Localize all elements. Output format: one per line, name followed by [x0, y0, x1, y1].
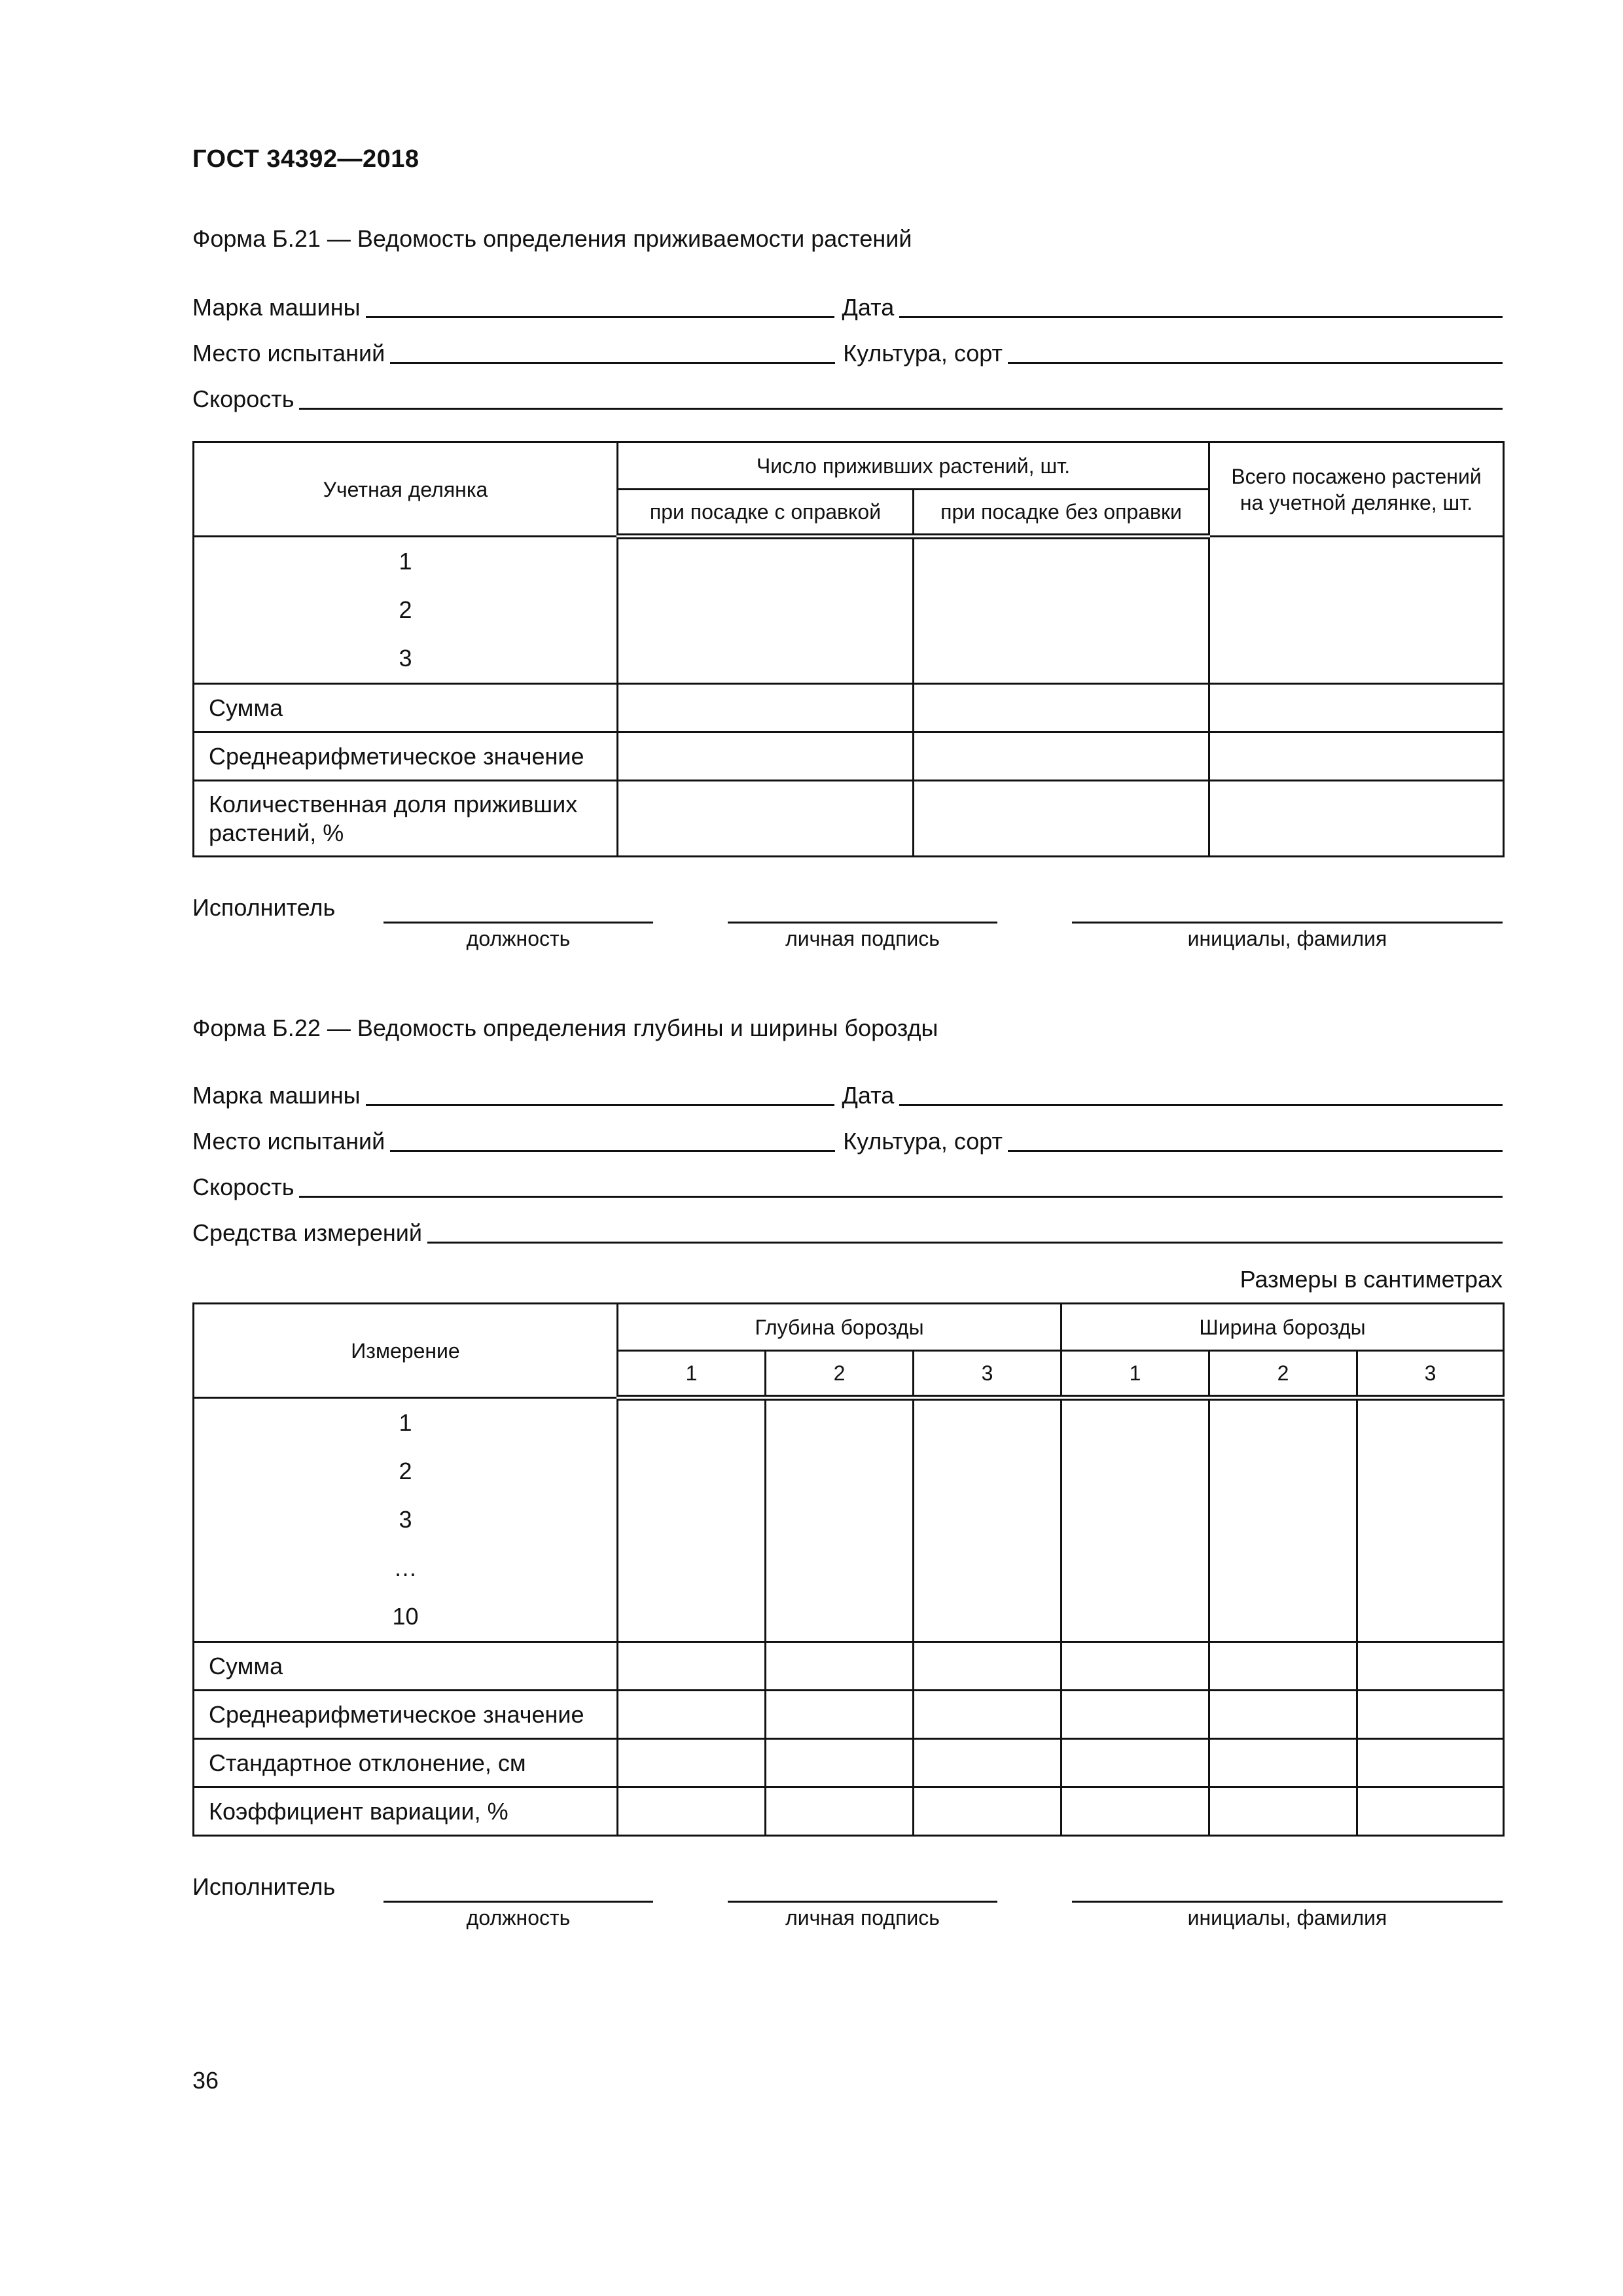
- plot-numbers-cell: [194, 537, 618, 684]
- data-cell[interactable]: [1061, 1642, 1209, 1691]
- culture-label: Культура, сорт: [843, 340, 1003, 367]
- position-line[interactable]: [383, 1901, 653, 1903]
- data-cell[interactable]: [766, 1787, 914, 1836]
- data-cell[interactable]: [1209, 1739, 1357, 1787]
- form-22-row-machine-date: [192, 1076, 1503, 1109]
- culture-field[interactable]: [1008, 1128, 1503, 1152]
- data-cell[interactable]: [914, 732, 1209, 781]
- data-cell[interactable]: [766, 1739, 914, 1787]
- data-cell[interactable]: [1209, 537, 1504, 684]
- form-22-row-instruments: [192, 1213, 1503, 1246]
- subheader-depth-2: 2: [766, 1351, 914, 1398]
- sign-line[interactable]: [728, 1901, 997, 1903]
- name-caption: инициалы, фамилия: [1187, 927, 1387, 950]
- measure-number: 1: [399, 1409, 412, 1436]
- data-cell[interactable]: [914, 684, 1209, 732]
- page-number: 36: [192, 2067, 219, 2094]
- header-total-planted: Всего посажено растений на учетной делянке, шт.: [1209, 442, 1504, 537]
- data-cell[interactable]: [1209, 781, 1504, 857]
- data-cell[interactable]: [618, 684, 914, 732]
- position-caption: должность: [466, 1906, 571, 1929]
- sign-caption: личная подпись: [785, 927, 940, 950]
- data-cell[interactable]: [1209, 684, 1504, 732]
- data-cell[interactable]: [618, 1691, 766, 1739]
- form-21-row-machine-date: [192, 288, 1503, 321]
- name-line[interactable]: [1072, 922, 1503, 924]
- subheader-width-2: 2: [1209, 1351, 1357, 1398]
- header-survived: Число приживших растений, шт.: [618, 442, 1209, 490]
- culture-field[interactable]: [1008, 340, 1503, 364]
- data-cell[interactable]: [1357, 1691, 1504, 1739]
- place-label: Место испытаний: [192, 1128, 385, 1155]
- data-cell[interactable]: [1209, 1398, 1357, 1642]
- data-cell[interactable]: [1357, 1642, 1504, 1691]
- header-width: Ширина борозды: [1061, 1304, 1504, 1351]
- speed-label: Скорость: [192, 386, 294, 412]
- form-21-signature: [192, 894, 1503, 960]
- measure-number: 3: [399, 1506, 412, 1533]
- plot-number: 1: [399, 548, 412, 575]
- name-line[interactable]: [1072, 1901, 1503, 1903]
- data-cell[interactable]: [1061, 1787, 1209, 1836]
- header-measure: Измерение: [194, 1304, 618, 1398]
- data-cell[interactable]: [1209, 1642, 1357, 1691]
- data-cell[interactable]: [914, 537, 1209, 684]
- data-cell[interactable]: [1209, 732, 1504, 781]
- date-label: Дата: [842, 1082, 895, 1109]
- place-label: Место испытаний: [192, 340, 385, 367]
- machine-label: Марка машины: [192, 1082, 361, 1109]
- measure-numbers-cell: [194, 1398, 618, 1642]
- measure-number: 2: [399, 1458, 412, 1484]
- measure-number: 10: [392, 1603, 419, 1630]
- data-cell[interactable]: [618, 781, 914, 857]
- data-cell[interactable]: [1357, 1787, 1504, 1836]
- position-line[interactable]: [383, 922, 653, 924]
- form-22-row-speed: [192, 1168, 1503, 1200]
- executor-label: Исполнитель: [192, 894, 336, 921]
- subheader-depth-1: 1: [618, 1351, 766, 1398]
- data-cell[interactable]: [618, 732, 914, 781]
- place-field[interactable]: [390, 1128, 835, 1152]
- row-std-label: Стандартное отклонение, см: [194, 1739, 618, 1787]
- culture-label: Культура, сорт: [843, 1128, 1003, 1155]
- form-21-title: Форма Б.21 — Ведомость определения приживаемости растений: [192, 225, 912, 252]
- form-22-row-place-culture: [192, 1122, 1503, 1155]
- plot-number: 3: [399, 645, 412, 672]
- data-cell[interactable]: [1061, 1739, 1209, 1787]
- data-cell[interactable]: [1209, 1787, 1357, 1836]
- header-depth: Глубина борозды: [618, 1304, 1061, 1351]
- survival-table: [192, 441, 1505, 857]
- plot-number: 2: [399, 596, 412, 623]
- data-cell[interactable]: [766, 1398, 914, 1642]
- instruments-label: Средства измерений: [192, 1219, 423, 1246]
- date-label: Дата: [842, 294, 895, 321]
- furrow-table: [192, 1302, 1505, 1837]
- data-cell[interactable]: [618, 1739, 766, 1787]
- row-mean-label: Среднеарифметическое значение: [194, 1691, 618, 1739]
- subheader-width-3: 3: [1357, 1351, 1504, 1398]
- machine-label: Марка машины: [192, 294, 361, 321]
- measure-number: …: [393, 1554, 418, 1581]
- machine-field[interactable]: [366, 1082, 834, 1106]
- date-field[interactable]: [899, 294, 1503, 318]
- data-cell[interactable]: [914, 781, 1209, 857]
- data-cell[interactable]: [914, 1787, 1061, 1836]
- form-22-signature: [192, 1873, 1503, 1939]
- subheader-depth-3: 3: [914, 1351, 1061, 1398]
- machine-field[interactable]: [366, 294, 834, 318]
- data-cell[interactable]: [766, 1642, 914, 1691]
- header-without-mandrel: при посадке без оправки: [914, 490, 1209, 537]
- data-cell[interactable]: [618, 1787, 766, 1836]
- form-21-row-speed: [192, 380, 1503, 412]
- header-with-mandrel: при посадке с оправкой: [618, 490, 914, 537]
- instruments-field[interactable]: [427, 1219, 1503, 1244]
- data-cell[interactable]: [1357, 1398, 1504, 1642]
- data-cell[interactable]: [1209, 1691, 1357, 1739]
- executor-label: Исполнитель: [192, 1873, 336, 1900]
- row-cv-label: Коэффициент вариации, %: [194, 1787, 618, 1836]
- data-cell[interactable]: [1357, 1739, 1504, 1787]
- sign-line[interactable]: [728, 922, 997, 924]
- sign-caption: личная подпись: [785, 1906, 940, 1929]
- row-mean-label: Среднеарифметическое значение: [194, 732, 618, 781]
- data-cell[interactable]: [1061, 1691, 1209, 1739]
- form-22-title: Форма Б.22 — Ведомость определения глубины и ширины борозды: [192, 1014, 938, 1041]
- row-share-label: Количественная доля приживших растений, %: [194, 781, 618, 857]
- speed-field[interactable]: [299, 1174, 1503, 1198]
- form-21-row-place-culture: [192, 334, 1503, 367]
- data-cell[interactable]: [914, 1739, 1061, 1787]
- subheader-width-1: 1: [1061, 1351, 1209, 1398]
- position-caption: должность: [466, 927, 571, 950]
- row-sum-label: Сумма: [194, 1642, 618, 1691]
- data-cell[interactable]: [914, 1398, 1061, 1642]
- data-cell[interactable]: [1061, 1398, 1209, 1642]
- data-cell[interactable]: [766, 1691, 914, 1739]
- speed-field[interactable]: [299, 386, 1503, 410]
- speed-label: Скорость: [192, 1174, 294, 1200]
- data-cell[interactable]: [618, 1398, 766, 1642]
- document-header: ГОСТ 34392—2018: [192, 145, 419, 173]
- date-field[interactable]: [899, 1082, 1503, 1106]
- header-plot: Учетная делянка: [194, 442, 618, 537]
- place-field[interactable]: [390, 340, 835, 364]
- row-sum-label: Сумма: [194, 684, 618, 732]
- data-cell[interactable]: [618, 1642, 766, 1691]
- name-caption: инициалы, фамилия: [1187, 1906, 1387, 1929]
- data-cell[interactable]: [914, 1642, 1061, 1691]
- data-cell[interactable]: [618, 537, 914, 684]
- data-cell[interactable]: [914, 1691, 1061, 1739]
- sizes-note: Размеры в сантиметрах: [1240, 1266, 1503, 1293]
